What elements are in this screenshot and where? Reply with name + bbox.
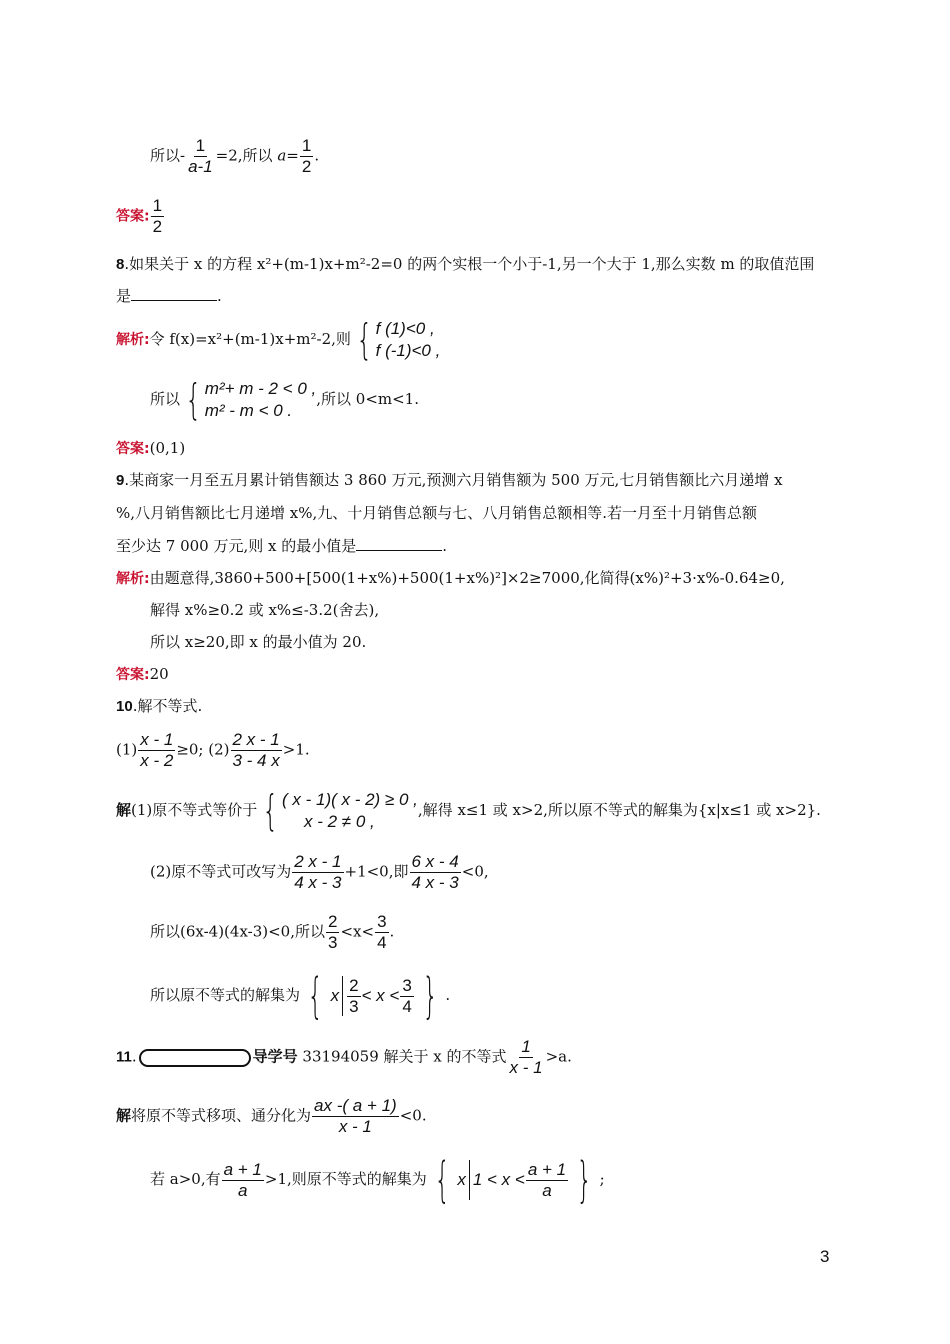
answer-8: 答案:(0,1)	[116, 439, 186, 457]
solution-set: { x $\frac{2}{3}$ < x < $\frac{3}{4}$ }	[307, 968, 438, 1024]
guide-tag-label: 导学号	[252, 1048, 298, 1066]
equation-system: { f (1)<0 , f (-1)<0 ,	[356, 315, 441, 364]
solution-11-line1: 解将原不等式移项、通分化为 $\frac{ax -( a + 1)}{x - 1}$ <0.	[116, 1096, 427, 1136]
solution-10-part2-line3: 所以原不等式的解集为 { x $\frac{2}{3}$ < x < $\frac{3}{4}$ } .	[150, 968, 451, 1024]
question-9-line1: 9.某商家一月至五月累计销售额达 3 860 万元,预测六月销售额为 500 万元,七月销售额比六月递增 x	[116, 471, 783, 489]
question-number: 11	[116, 1048, 132, 1066]
answer-label: 答案:	[116, 667, 150, 683]
answer-blank	[356, 536, 442, 551]
equation-system: { m²+ m - 2 < 0 , m² - m < 0 .	[185, 375, 317, 424]
solution-9-line1: 解析:由题意得,3860+500+[500(1+x%)+500(1+x%)²]×2≥7000,化简得(x%)²+3·x%-0.64≥0,	[116, 569, 785, 587]
answer-label: 答案:	[116, 208, 150, 225]
fraction: $\frac{2 x - 1}{4 x - 3}$	[294, 852, 342, 892]
solution-label: 解	[116, 1107, 132, 1125]
answer-9: 答案:20	[116, 665, 169, 683]
fraction: $\frac{3}{4}$	[402, 975, 412, 1016]
question-9-line2: %,八月销售额比七月递增 x%,九、十月销售总额与七、八月销售总额相等.若一月至十月销售总额	[116, 504, 758, 522]
solution-10-part1: 解(1)原不等式等价于 { ( x - 1)( x - 2) ≥ 0 , x - 2 ≠ 0 , ,解得 x≤1 或 x>2,所以原不等式的解集为{x|x≤1 或 x>2}.	[116, 786, 821, 835]
question-11: 11. 导学号 33194059 解关于 x 的不等式 $\frac{1}{x - 1}$ >a.	[116, 1037, 572, 1077]
solution-8-line2: 所以 { m²+ m - 2 < 0 , m² - m < 0 . ,所以 0<m<1.	[150, 375, 419, 424]
fraction: $\frac{2}{3}$	[328, 912, 338, 952]
solution-label: 解析:	[116, 332, 150, 348]
equation-system: { ( x - 1)( x - 2) ≥ 0 , x - 2 ≠ 0 ,	[262, 786, 418, 835]
question-number: 9	[116, 472, 125, 489]
fraction: $\frac{x - 1}{x - 2}$	[140, 730, 174, 770]
fraction: $\frac{1}{x - 1}$	[509, 1037, 543, 1077]
fraction: $\frac{2 x - 1}{3 - 4 x}$	[232, 730, 280, 770]
solution-8: 解析:令 f(x)=x²+(m-1)x+m²-2,则 { f (1)<0 , f (-1)<0 ,	[116, 315, 441, 364]
text: =2,所以	[215, 146, 278, 165]
solution-label: 解	[116, 802, 132, 819]
question-number: 10	[116, 698, 133, 715]
question-8-line1: 8.如果关于 x 的方程 x²+(m-1)x+m²-2=0 的两个实根一个小于-1,另一个大于 1,那么实数 m 的取值范围	[116, 255, 815, 273]
guide-tag-icon	[139, 1049, 251, 1067]
solution-10-part2: (2)原不等式可改写为 $\frac{2 x - 1}{4 x - 3}$ +1<0,即 $\frac{6 x - 4}{4 x - 3}$ <0,	[150, 852, 489, 892]
solution-line-prev: 所以- $\frac{1}{a-1}$ =2,所以 a= $\frac{1}{2}$ .	[150, 136, 320, 176]
question-8-line2: 是 .	[116, 287, 222, 305]
fraction: $\frac{2}{3}$	[349, 975, 359, 1016]
page-number: 3	[820, 1247, 830, 1266]
fraction: $\frac{a + 1}{a}$	[527, 1159, 567, 1200]
answer-7	[116, 196, 165, 237]
solution-10-part2-line2: 所以(6x-4)(4x-3)<0,所以 $\frac{2}{3}$ <x< $\frac{3}{4}$ .	[150, 912, 395, 952]
question-10-title: 10.解不等式.	[116, 697, 203, 715]
question-number: 8	[116, 256, 125, 273]
fraction: $\frac{1}{2}$	[152, 196, 163, 236]
fraction: $\frac{3}{4}$	[377, 912, 387, 952]
answer-blank	[131, 286, 217, 301]
question-9-line3: 至少达 7 000 万元,则 x 的最小值是 .	[116, 537, 448, 555]
solution-9-line2: 解得 x%≥0.2 或 x%≤-3.2(舍去),	[150, 601, 380, 619]
solution-set: { x 1 < x < $\frac{a + 1}{a}$ }	[434, 1152, 593, 1208]
answer-label: 答案:	[116, 441, 150, 457]
solution-11-line2: 若 a>0,有 $\frac{a + 1}{a}$ >1,则原不等式的解集为 { x 1 < x < $\frac{a + 1}{a}$ } ;	[150, 1152, 605, 1208]
solution-9-line3: 所以 x≥20,即 x 的最小值为 20.	[150, 633, 367, 651]
fraction: $\frac{1}{2}$	[301, 136, 312, 176]
question-10-parts: (1) $\frac{x - 1}{x - 2}$ ≥0; (2) $\frac{2 x - 1}{3 - 4 x}$ >1.	[116, 730, 310, 770]
solution-label: 解析:	[116, 571, 150, 587]
fraction: $\frac{6 x - 4}{4 x - 3}$	[411, 852, 459, 892]
text: 所以-	[150, 146, 186, 165]
fraction: $\frac{a + 1}{a}$	[223, 1159, 262, 1200]
fraction: $\frac{ax -( a + 1)}{x - 1}$	[314, 1096, 397, 1136]
fraction: $\frac{1}{a-1}$	[188, 136, 213, 176]
